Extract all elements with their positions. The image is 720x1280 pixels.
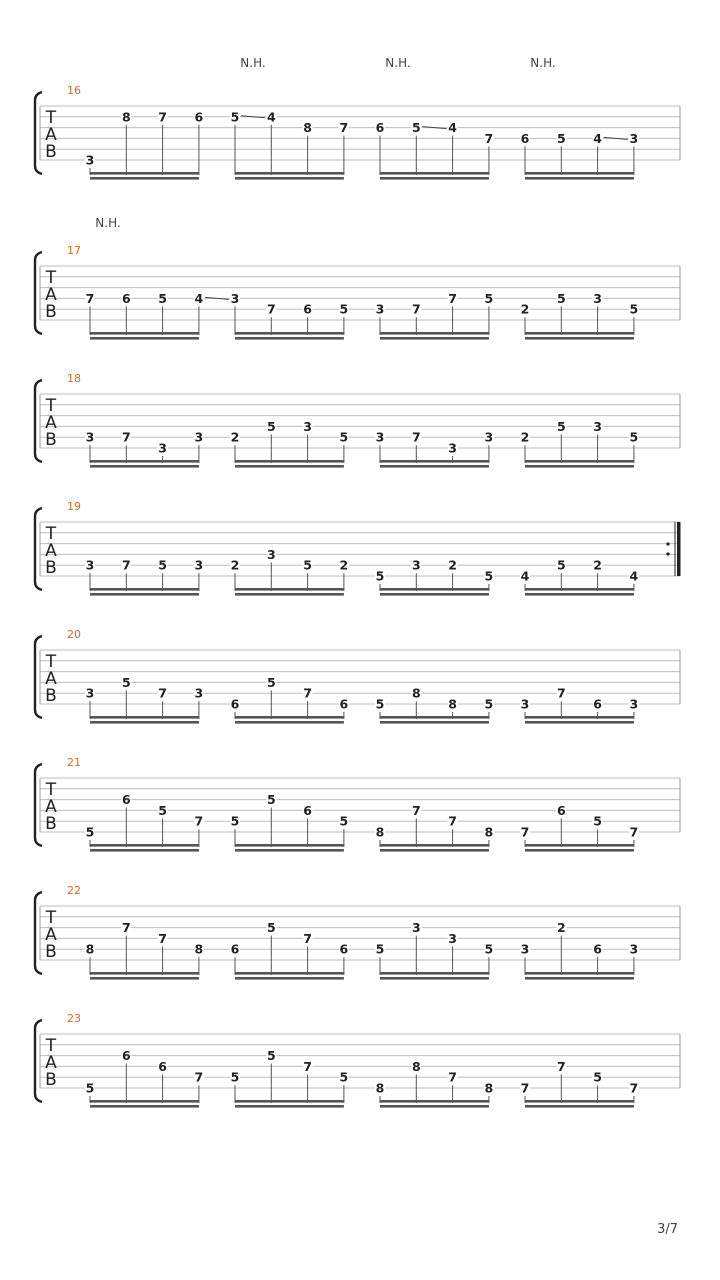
tab-clef-letter: A	[45, 797, 57, 817]
fret-number: 7	[121, 429, 131, 445]
fret-number: 5	[266, 418, 276, 434]
fret-number: 3	[593, 418, 602, 434]
beam	[235, 1100, 344, 1103]
beam	[90, 849, 199, 852]
beam	[380, 465, 489, 468]
fret-number: 8	[484, 824, 494, 840]
beam	[235, 172, 344, 175]
fret-number: 7	[339, 120, 349, 136]
fret-number: 5	[484, 290, 494, 306]
fret-number: 2	[520, 429, 530, 445]
fret-number: 7	[158, 685, 167, 701]
fret-number: 7	[194, 1069, 204, 1085]
fret-number: 8	[375, 824, 385, 840]
fret-number: 5	[484, 568, 494, 584]
fret-number: 5	[158, 802, 167, 818]
fret-number: 7	[484, 130, 494, 146]
beam	[235, 972, 344, 975]
beam	[235, 337, 344, 340]
repeat-dot	[666, 542, 669, 545]
tab-clef-letter: A	[45, 413, 57, 433]
beam	[525, 332, 634, 335]
harmonic-label: N.H.	[530, 56, 556, 70]
beam	[380, 593, 489, 596]
beam	[380, 172, 489, 175]
fret-number: 6	[194, 109, 204, 125]
fret-number: 3	[375, 429, 385, 445]
fret-number: 5	[339, 1069, 349, 1085]
fret-number: 3	[629, 941, 639, 957]
beam	[525, 465, 634, 468]
beam	[380, 588, 489, 591]
fret-number: 6	[593, 941, 602, 957]
fret-number: 5	[266, 792, 276, 808]
fret-number: 3	[85, 152, 95, 168]
fret-number: 3	[266, 546, 276, 562]
fret-number: 5	[629, 429, 639, 445]
fret-number: 7	[121, 557, 131, 573]
fret-number: 2	[448, 557, 457, 573]
fret-number: 5	[230, 109, 240, 125]
beam	[380, 849, 489, 852]
beam	[380, 460, 489, 463]
fret-number: 5	[556, 557, 566, 573]
beam	[90, 337, 199, 340]
tab-clef-letter: B	[45, 814, 57, 834]
fret-number: 8	[303, 120, 312, 136]
fret-number: 7	[448, 813, 457, 829]
fret-number: 6	[121, 290, 131, 306]
fret-number: 4	[520, 568, 530, 584]
tab-clef-letter: T	[45, 1036, 57, 1056]
fret-number: 7	[303, 930, 312, 946]
beam	[90, 844, 199, 847]
tab-clef-letter: B	[45, 430, 57, 450]
fret-number: 5	[230, 1069, 240, 1085]
fret-number: 2	[520, 301, 530, 317]
fret-number: 2	[230, 557, 240, 573]
fret-number: 4	[194, 290, 204, 306]
fret-number: 5	[266, 920, 276, 936]
fret-number: 3	[629, 130, 639, 146]
measure-number: 17	[67, 244, 81, 257]
beam	[380, 1105, 489, 1108]
beam	[525, 593, 634, 596]
fret-number: 5	[375, 941, 385, 957]
fret-number: 3	[448, 440, 457, 456]
beam	[235, 588, 344, 591]
fret-number: 2	[339, 557, 349, 573]
fret-number: 7	[194, 813, 204, 829]
tab-clef-letter: A	[45, 285, 57, 305]
fret-number: 6	[230, 696, 240, 712]
beam	[90, 460, 199, 463]
beam	[235, 1105, 344, 1108]
tab-clef-letter: B	[45, 942, 57, 962]
beam	[235, 332, 344, 335]
system-bracket	[35, 92, 42, 174]
fret-number: 7	[158, 109, 167, 125]
beam	[380, 332, 489, 335]
fret-number: 2	[593, 557, 602, 573]
beam	[90, 1105, 199, 1108]
beam	[380, 972, 489, 975]
beam	[380, 844, 489, 847]
tab-clef-letter: B	[45, 1070, 57, 1090]
fret-number: 3	[230, 290, 240, 306]
fret-number: 7	[411, 301, 421, 317]
fret-number: 5	[158, 290, 167, 306]
beam	[90, 721, 199, 724]
beam	[380, 337, 489, 340]
beam	[525, 977, 634, 980]
beam	[525, 172, 634, 175]
fret-number: 5	[303, 557, 312, 573]
fret-number: 3	[194, 557, 204, 573]
fret-number: 6	[339, 941, 349, 957]
harmonic-label: N.H.	[95, 216, 121, 230]
fret-number: 4	[629, 568, 639, 584]
fret-number: 7	[520, 1080, 530, 1096]
fret-number: 5	[230, 813, 240, 829]
tab-clef-letter: T	[45, 908, 57, 928]
tab-clef-letter: A	[45, 541, 57, 561]
beam	[380, 977, 489, 980]
beam	[380, 716, 489, 719]
beam	[90, 977, 199, 980]
fret-number: 3	[411, 557, 421, 573]
fret-number: 7	[448, 1069, 457, 1085]
fret-number: 7	[629, 1080, 639, 1096]
fret-number: 4	[448, 120, 457, 136]
fret-number: 5	[484, 941, 494, 957]
beam	[525, 721, 634, 724]
measure-number: 21	[67, 756, 81, 769]
fret-number: 5	[556, 290, 566, 306]
fret-number: 7	[411, 802, 421, 818]
fret-number: 6	[121, 792, 131, 808]
fret-number: 3	[411, 920, 421, 936]
fret-number: 6	[556, 802, 566, 818]
fret-number: 5	[556, 130, 566, 146]
fret-number: 5	[85, 824, 95, 840]
fret-number: 5	[375, 696, 385, 712]
fret-number: 5	[593, 813, 602, 829]
fret-number: 5	[121, 674, 131, 690]
fret-number: 5	[339, 813, 349, 829]
fret-number: 3	[194, 429, 204, 445]
tab-clef-letter: A	[45, 669, 57, 689]
tab-clef-letter: T	[45, 780, 57, 800]
tab-clef-letter: T	[45, 108, 57, 128]
page-number: 3/7	[657, 1222, 678, 1237]
beam	[525, 849, 634, 852]
tab-clef-letter: A	[45, 125, 57, 145]
beam	[90, 972, 199, 975]
beam	[90, 593, 199, 596]
fret-number: 6	[339, 696, 349, 712]
tab-clef-letter: B	[45, 686, 57, 706]
beam	[90, 177, 199, 180]
beam	[90, 1100, 199, 1103]
fret-number: 3	[85, 685, 95, 701]
fret-number: 6	[230, 941, 240, 957]
fret-number: 7	[303, 685, 312, 701]
beam	[235, 460, 344, 463]
fret-number: 6	[121, 1048, 131, 1064]
beam	[90, 172, 199, 175]
fret-number: 6	[375, 120, 385, 136]
measure-number: 19	[67, 500, 81, 513]
beam	[380, 1100, 489, 1103]
fret-number: 5	[158, 557, 167, 573]
repeat-dot	[666, 552, 669, 555]
beam	[235, 849, 344, 852]
fret-number: 2	[230, 429, 240, 445]
measure-number: 16	[67, 84, 81, 97]
fret-number: 3	[593, 290, 602, 306]
fret-number: 5	[266, 674, 276, 690]
beam	[380, 721, 489, 724]
tab-clef-letter: A	[45, 1053, 57, 1073]
fret-number: 3	[158, 440, 167, 456]
beam	[525, 1105, 634, 1108]
measure-number: 22	[67, 884, 81, 897]
beam	[235, 977, 344, 980]
fret-number: 5	[556, 418, 566, 434]
fret-number: 3	[303, 418, 312, 434]
beam	[235, 465, 344, 468]
fret-number: 4	[266, 109, 276, 125]
beam	[525, 460, 634, 463]
fret-number: 5	[484, 696, 494, 712]
fret-number: 5	[85, 1080, 95, 1096]
fret-number: 3	[448, 930, 457, 946]
beam	[525, 844, 634, 847]
system-bracket	[35, 508, 42, 590]
fret-number: 7	[303, 1058, 312, 1074]
beam	[235, 721, 344, 724]
system-bracket	[35, 1020, 42, 1102]
tab-clef-letter: A	[45, 925, 57, 945]
fret-number: 8	[411, 685, 421, 701]
fret-number: 3	[194, 685, 204, 701]
fret-number: 3	[85, 557, 95, 573]
fret-number: 7	[520, 824, 530, 840]
fret-number: 5	[629, 301, 639, 317]
fret-number: 5	[411, 120, 421, 136]
fret-number: 3	[85, 429, 95, 445]
fret-number: 8	[85, 941, 95, 957]
beam	[525, 337, 634, 340]
tab-clef-letter: B	[45, 302, 57, 322]
measure-number: 18	[67, 372, 81, 385]
tab-clef-letter: B	[45, 142, 57, 162]
fret-number: 6	[158, 1058, 167, 1074]
fret-number: 8	[448, 696, 457, 712]
fret-number: 8	[194, 941, 204, 957]
beam	[90, 588, 199, 591]
fret-number: 5	[375, 568, 385, 584]
fret-number: 6	[520, 130, 530, 146]
fret-number: 5	[339, 429, 349, 445]
fret-number: 5	[266, 1048, 276, 1064]
fret-number: 7	[448, 290, 457, 306]
measure-number: 20	[67, 628, 81, 641]
system-bracket	[35, 892, 42, 974]
fret-number: 7	[85, 290, 95, 306]
fret-number: 3	[484, 429, 494, 445]
fret-number: 6	[593, 696, 602, 712]
harmonic-label: N.H.	[240, 56, 266, 70]
fret-number: 2	[556, 920, 566, 936]
fret-number: 7	[629, 824, 639, 840]
beam	[235, 844, 344, 847]
fret-number: 8	[484, 1080, 494, 1096]
fret-number: 5	[593, 1069, 602, 1085]
tab-clef-letter: T	[45, 524, 57, 544]
beam	[525, 972, 634, 975]
fret-number: 3	[520, 941, 530, 957]
beam	[525, 177, 634, 180]
tab-clef-letter: T	[45, 396, 57, 416]
fret-number: 7	[121, 920, 131, 936]
fret-number: 8	[375, 1080, 385, 1096]
fret-number: 6	[303, 301, 312, 317]
fret-number: 7	[158, 930, 167, 946]
system-bracket	[35, 380, 42, 462]
beam	[235, 593, 344, 596]
tab-clef-letter: T	[45, 652, 57, 672]
fret-number: 3	[375, 301, 385, 317]
fret-number: 6	[303, 802, 312, 818]
harmonic-label: N.H.	[385, 56, 411, 70]
beam	[235, 177, 344, 180]
fret-number: 5	[339, 301, 349, 317]
measure-number: 23	[67, 1012, 81, 1025]
fret-number: 8	[411, 1058, 421, 1074]
beam	[90, 716, 199, 719]
system-bracket	[35, 252, 42, 334]
fret-number: 7	[556, 685, 566, 701]
beam	[90, 465, 199, 468]
system-bracket	[35, 764, 42, 846]
fret-number: 7	[556, 1058, 566, 1074]
tab-clef-letter: T	[45, 268, 57, 288]
system-bracket	[35, 636, 42, 718]
beam	[235, 716, 344, 719]
beam	[380, 177, 489, 180]
fret-number: 4	[593, 130, 602, 146]
fret-number: 7	[411, 429, 421, 445]
beam	[525, 1100, 634, 1103]
beam	[525, 588, 634, 591]
beam	[90, 332, 199, 335]
fret-number: 3	[629, 696, 639, 712]
beam	[525, 716, 634, 719]
fret-number: 7	[266, 301, 276, 317]
fret-number: 3	[520, 696, 530, 712]
fret-number: 8	[121, 109, 131, 125]
barline-thick	[677, 522, 681, 576]
tab-clef-letter: B	[45, 558, 57, 578]
